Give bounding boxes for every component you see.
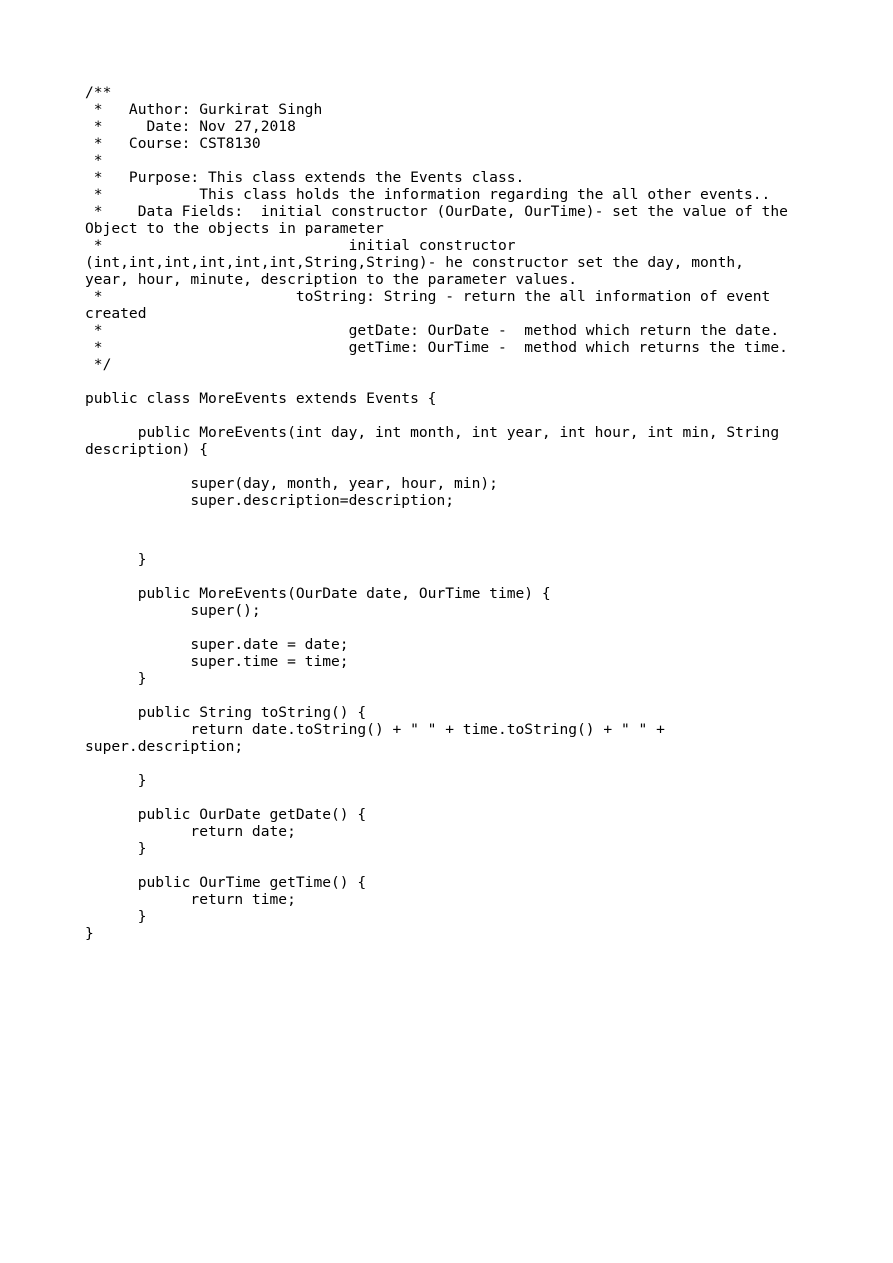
code-line [85,458,825,475]
code-line [85,568,825,585]
code-line [85,407,825,424]
code-line: description) { [85,441,209,458]
code-line: } [85,551,147,568]
code-line: } [85,772,147,789]
code-line: * [85,152,103,169]
code-line: */ [85,356,112,373]
code-line [85,687,825,704]
code-line: super(); [85,602,261,619]
code-line: } [85,925,94,942]
code-line: } [85,840,147,857]
code-line: public OurDate getDate() { [85,806,367,823]
code-line: year, hour, minute, description to the parameter values. [85,271,578,288]
code-line [85,509,825,526]
code-line: public MoreEvents(OurDate date, OurTime time) { [85,585,551,602]
code-line [85,373,825,390]
code-line: super.time = time; [85,653,349,670]
code-line: * Author: Gurkirat Singh [85,101,323,118]
spacer [85,526,825,534]
code-line: (int,int,int,int,int,int,String,String)- he constructor set the day, month, [85,254,744,271]
code-line: return date; [85,823,296,840]
code-line [85,789,825,806]
code-line: super.description; [85,738,244,755]
code-line: * Course: CST8130 [85,135,261,152]
code-line: public class MoreEvents extends Events { [85,390,437,407]
code-line: * This class holds the information regarding the all other events.. [85,186,771,203]
code-line: created [85,305,147,322]
code-line: * toString: String - return the all information of event [85,288,771,305]
code-line: public OurTime getTime() { [85,874,367,891]
code-line: * getDate: OurDate - method which return the date. [85,322,780,339]
code-line: super(day, month, year, hour, min); [85,475,498,492]
code-line: super.description=description; [85,492,455,509]
code-line: * Purpose: This class extends the Events class. [85,169,525,186]
code-line: return date.toString() + " " + time.toString() + " " + [85,721,665,738]
code-line: public String toString() { [85,704,367,721]
code-line: * Data Fields: initial constructor (OurDate, OurTime)- set the value of the [85,203,788,220]
code-line [85,619,825,636]
code-line: * getTime: OurTime - method which returns the time. [85,339,788,356]
code-line: * initial constructor [85,237,516,254]
code-line: } [85,908,147,925]
code-line: return time; [85,891,296,908]
code-line: * Date: Nov 27,2018 [85,118,296,135]
code-line: super.date = date; [85,636,349,653]
source-code-block [85,84,825,942]
code-line [85,857,825,874]
code-line: } [85,670,147,687]
code-line: public MoreEvents(int day, int month, int year, int hour, int min, String [85,424,780,441]
code-line [85,755,825,772]
code-line: /** [85,84,112,101]
code-line: Object to the objects in parameter [85,220,384,237]
code-line [85,534,825,551]
